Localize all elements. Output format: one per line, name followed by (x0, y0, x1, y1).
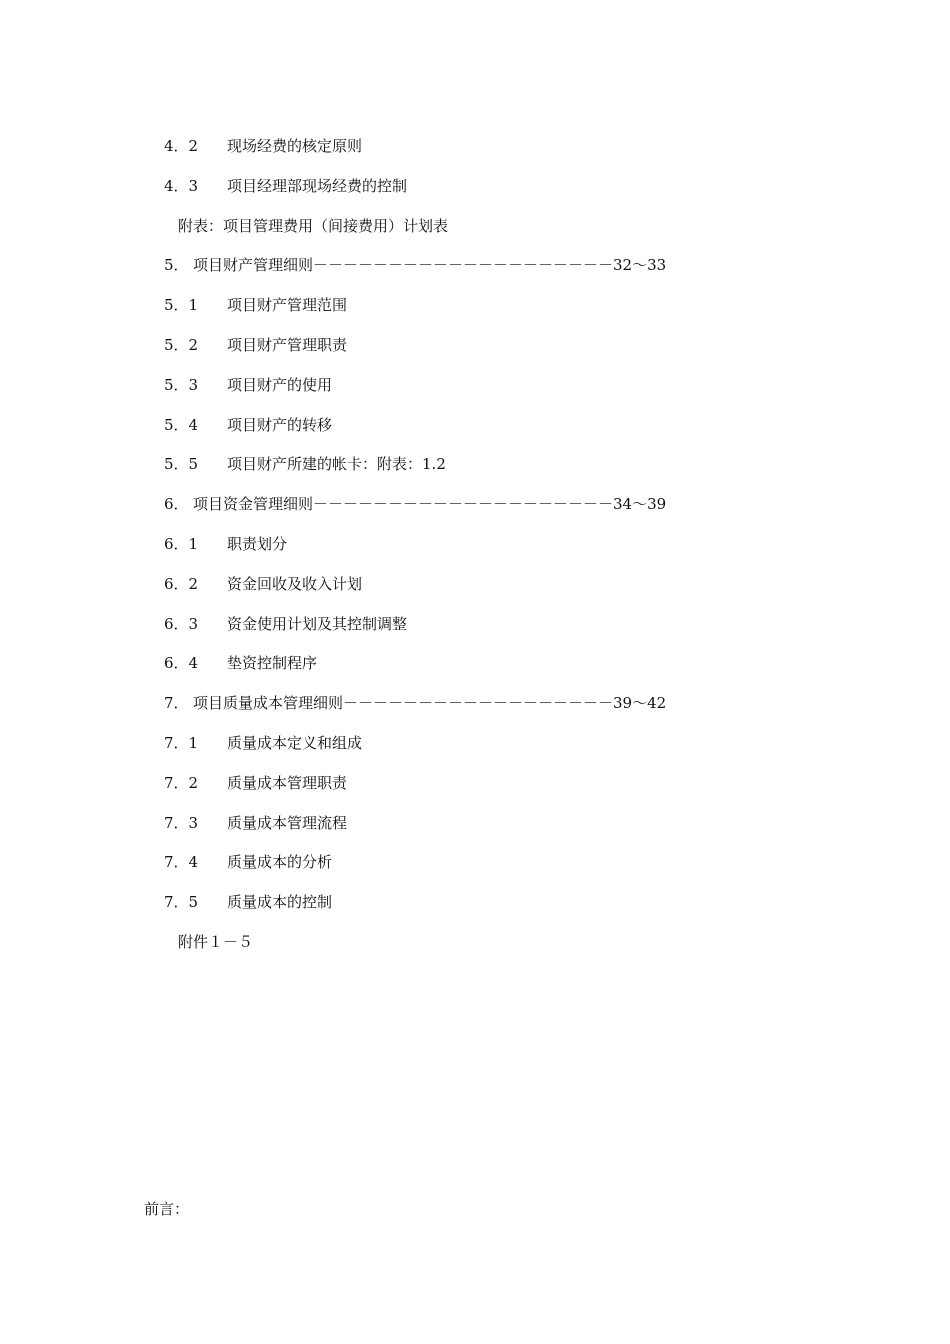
toc-entry-5-3 (0, 372, 950, 412)
toc-entry-number: 4．2 (164, 137, 199, 155)
toc-entry-number: 5． (164, 256, 189, 275)
toc-entry-5 (0, 252, 950, 292)
toc-entry-number: 5．4 (164, 415, 199, 434)
toc-entry-title: 项目质量成本管理细则－－－－－－－－－－－－－－－－－－39～42 (193, 694, 667, 713)
toc-entry-title: 现场经费的核定原则 (227, 137, 363, 155)
toc-entry-number: 5．2 (164, 335, 199, 354)
toc-entry-6-3 (0, 611, 950, 651)
toc-entry-title: 质量成本的控制 (227, 893, 333, 912)
toc-entry-title: 附件１－５ (178, 932, 254, 951)
toc-entry-appendix-table (0, 213, 950, 253)
toc-entry-6 (0, 491, 950, 531)
toc-entry-title: 质量成本管理职责 (227, 773, 348, 792)
toc-entry-6-1 (0, 531, 950, 571)
toc-entry-number: 7． (164, 694, 189, 713)
toc-entry-title: 项目财产所建的帐卡：附表：1.2 (227, 455, 446, 474)
toc-entry-title: 项目财产的使用 (227, 375, 333, 394)
toc-entry-7-1 (0, 730, 950, 770)
preface-heading: 前言： (144, 1200, 190, 1218)
table-of-contents (0, 133, 950, 969)
toc-entry-7 (0, 690, 950, 730)
toc-entry-number: 6．1 (164, 534, 199, 553)
toc-entry-7-2 (0, 770, 950, 810)
toc-entry-5-5 (0, 451, 950, 491)
toc-entry-7-4 (0, 849, 950, 889)
toc-entry-number: 5．3 (164, 375, 199, 394)
toc-entry-number: 6． (164, 495, 189, 514)
toc-entry-7-5 (0, 889, 950, 929)
toc-entry-title: 项目财产的转移 (227, 415, 333, 434)
toc-entry-title: 资金回收及收入计划 (227, 574, 363, 593)
toc-entry-title: 项目经理部现场经费的控制 (227, 176, 408, 195)
toc-entry-4-3 (0, 173, 950, 213)
toc-entry-6-2 (0, 571, 950, 611)
toc-entry-title: 质量成本定义和组成 (227, 733, 363, 752)
toc-entry-title: 项目资金管理细则－－－－－－－－－－－－－－－－－－－－34～39 (193, 495, 667, 514)
toc-entry-number: 5．1 (164, 296, 199, 315)
toc-entry-number: 7．4 (164, 853, 199, 872)
toc-entry-7-3 (0, 810, 950, 850)
toc-entry-5-2 (0, 332, 950, 372)
toc-entry-title: 资金使用计划及其控制调整 (227, 614, 408, 633)
toc-entry-6-4 (0, 650, 950, 690)
toc-entry-title: 附表：项目管理费用（间接费用）计划表 (178, 216, 449, 235)
toc-entry-4-2 (0, 133, 950, 173)
toc-entry-title: 项目财产管理职责 (227, 335, 348, 354)
toc-entry-attachments (0, 929, 950, 969)
toc-entry-number: 6．4 (164, 654, 199, 673)
toc-entry-number: 5．5 (164, 455, 199, 474)
toc-entry-number: 7．2 (164, 773, 199, 792)
toc-entry-number: 4．3 (164, 176, 199, 195)
toc-entry-title: 职责划分 (227, 534, 288, 553)
toc-entry-5-4 (0, 412, 950, 452)
toc-entry-number: 7．3 (164, 813, 199, 832)
toc-entry-title: 质量成本管理流程 (227, 813, 348, 832)
toc-entry-number: 7．1 (164, 733, 199, 752)
toc-entry-title: 质量成本的分析 (227, 853, 333, 872)
toc-entry-number: 6．3 (164, 614, 199, 633)
toc-entry-number: 6．2 (164, 574, 199, 593)
toc-entry-number: 7．5 (164, 893, 199, 912)
toc-entry-title: 项目财产管理细则－－－－－－－－－－－－－－－－－－－－32～33 (193, 256, 667, 275)
toc-entry-5-1 (0, 292, 950, 332)
toc-entry-title: 垫资控制程序 (227, 654, 318, 673)
toc-entry-title: 项目财产管理范围 (227, 296, 348, 315)
